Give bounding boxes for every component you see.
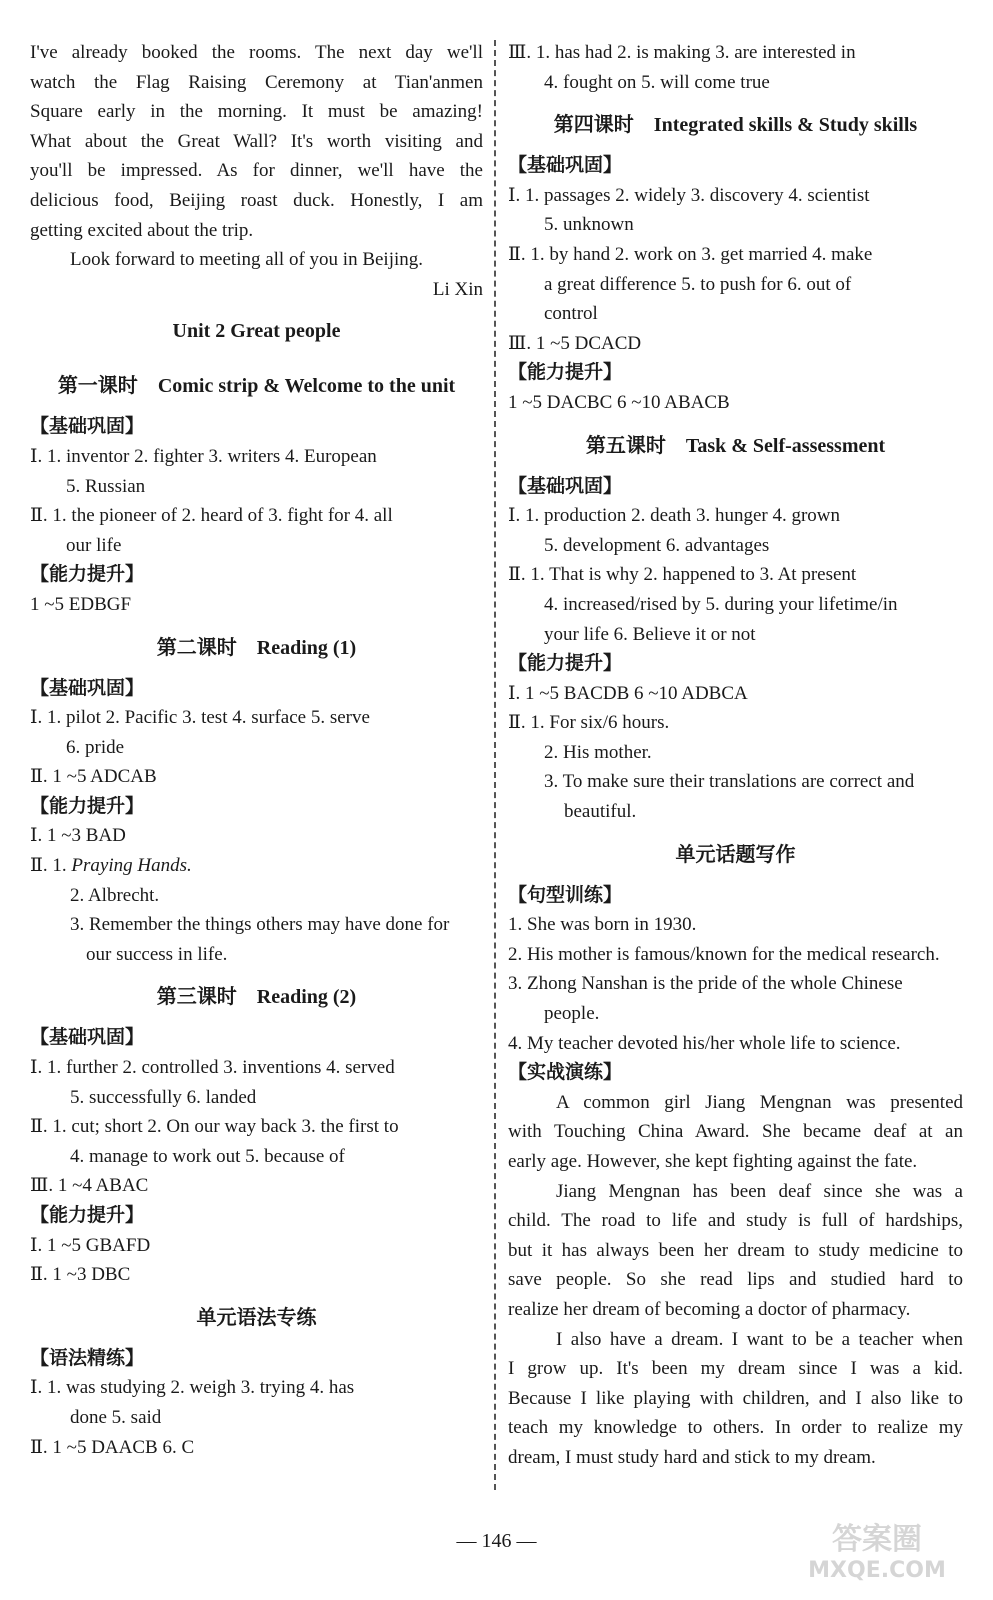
section-tag: 【基础巩固】	[508, 474, 623, 497]
letter-line: What about the Great Wall? It's worth visiting and	[30, 130, 483, 152]
unit-title: Unit 2 Great people	[172, 320, 341, 343]
lesson-4-en: Integrated skills & Study skills	[653, 114, 918, 137]
grammar-title: 单元语法专练	[196, 1304, 317, 1329]
answer-line	[30, 851, 483, 881]
answer-line: Ⅱ. 1. cut; short 2. On our way back 3. the first to	[30, 1116, 399, 1138]
letter-body	[30, 38, 483, 304]
lesson-5-en: Task & Self-assessment	[685, 434, 886, 457]
answer-line: 5. unknown	[544, 214, 634, 236]
lesson-1-heading	[30, 358, 483, 412]
lesson-1-cn: 第一课时	[57, 373, 138, 398]
answer-line: your life 6. Believe it or not	[544, 623, 756, 645]
answer-line: our success in life.	[86, 943, 228, 965]
section-tag: 【能力提升】	[30, 563, 145, 586]
answer-line: Ⅱ. 1 ~5 DAACB 6. C	[30, 1436, 195, 1458]
sample-essay	[508, 1088, 963, 1473]
right-column	[508, 38, 963, 1473]
left-column	[30, 38, 483, 1462]
answer-line: Ⅰ. 1. further 2. controlled 3. inventions 4. served	[30, 1057, 395, 1079]
answer-line: Ⅲ. 1 ~5 DCACD	[508, 332, 642, 354]
letter-signature: Li Xin	[432, 278, 483, 300]
answer-line: Ⅲ. 1. has had 2. is making 3. are interested in	[508, 42, 856, 63]
essay-line: Jiang Mengnan has been deaf since she was a	[556, 1180, 963, 1202]
answer-line: 2. His mother is famous/known for the medical research.	[508, 943, 940, 965]
answer-line: our life	[66, 534, 122, 556]
section-tag: 【基础巩固】	[30, 1026, 145, 1049]
section-tag: 【能力提升】	[30, 794, 145, 817]
answer-line: control	[544, 303, 598, 325]
essay-line: I also have a dream. I want to be a teacher when	[556, 1328, 963, 1350]
writing-title: 单元话题写作	[675, 841, 796, 866]
svg-text:MXQE.COM: MXQE.COM	[808, 1558, 946, 1583]
section-tag: 【实战演练】	[508, 1061, 623, 1084]
answer-line: people.	[544, 1003, 600, 1025]
answer-line: Ⅰ. 1 ~5 GBAFD	[30, 1234, 151, 1256]
answer-line: 6. pride	[66, 736, 125, 758]
answer-prefix: Ⅱ. 1.	[30, 855, 72, 877]
essay-line: early age. However, she kept fighting against the fate.	[508, 1151, 918, 1172]
answer-line: Ⅰ. 1. inventor 2. fighter 3. writers 4. European	[30, 445, 377, 467]
writing-heading	[508, 827, 963, 881]
answer-line: 5. Russian	[66, 475, 146, 497]
letter-closing: Look forward to meeting all of you in Beijing.	[70, 249, 424, 271]
essay-line: save people. So she read lips and studied hard to	[508, 1269, 963, 1291]
section-tag: 【能力提升】	[508, 361, 623, 384]
answer-line: 3. To make sure their translations are correct and	[544, 771, 915, 793]
lesson-4-cn: 第四课时	[553, 112, 634, 137]
lesson-2-heading	[30, 620, 483, 674]
lesson-3-heading	[30, 969, 483, 1023]
essay-line: Because I like playing with children, and I also like to	[508, 1387, 963, 1409]
answer-line: Ⅰ. 1. was studying 2. weigh 3. trying 4. has	[30, 1377, 355, 1399]
essay-line: dream, I must study hard and stick to my dream.	[508, 1446, 876, 1468]
answer-line: beautiful.	[564, 801, 637, 823]
lesson-4-heading	[508, 97, 963, 151]
answer-line: Ⅰ. 1 ~3 BAD	[30, 825, 126, 847]
lesson-5-heading	[508, 418, 963, 472]
page-number: — 146 —	[456, 1530, 537, 1552]
section-tag: 【基础巩固】	[30, 415, 145, 438]
answer-line: Ⅱ. 1. For six/6 hours.	[508, 712, 670, 734]
answer-line: Ⅰ. 1. pilot 2. Pacific 3. test 4. surface 5. serve	[30, 707, 370, 729]
answer-line: 1 ~5 DACBC 6 ~10 ABACB	[508, 391, 730, 413]
section-tag: 【语法精练】	[30, 1346, 145, 1369]
essay-line: teach my knowledge to others. In order to realize my	[508, 1417, 963, 1439]
answer-italic-title: Praying Hands.	[71, 855, 192, 877]
essay-line: I grow up. It's been my dream since I was a kid.	[508, 1358, 963, 1380]
letter-line: watch the Flag Raising Ceremony at Tian'anmen	[30, 71, 483, 93]
lesson-2-cn: 第二课时	[156, 634, 237, 659]
section-tag: 【能力提升】	[30, 1204, 145, 1226]
answer-line: 4. increased/rised by 5. during your lifetime/in	[544, 593, 898, 615]
answer-line: 4. My teacher devoted his/her whole life to science.	[508, 1032, 901, 1054]
answer-line: a great difference 5. to push for 6. out of	[544, 273, 852, 295]
lesson-3-en: Reading (2)	[256, 986, 357, 1009]
answer-line: Ⅱ. 1 ~3 DBC	[30, 1264, 131, 1286]
section-tag: 【句型训练】	[508, 883, 623, 906]
answer-line: 5. successfully 6. landed	[70, 1086, 257, 1108]
section-tag: 【基础巩固】	[508, 154, 623, 177]
grammar-heading	[30, 1290, 483, 1344]
answer-line: Ⅱ. 1. That is why 2. happened to 3. At present	[508, 564, 857, 586]
answer-line: Ⅱ. 1. the pioneer of 2. heard of 3. fight for 4. all	[30, 505, 393, 527]
letter-line: delicious food, Beijing roast duck. Honestly, I am	[30, 189, 483, 211]
section-tag: 【基础巩固】	[30, 676, 145, 699]
answer-line: Ⅱ. 1 ~5 ADCAB	[30, 766, 157, 788]
answer-line: 4. manage to work out 5. because of	[70, 1145, 345, 1167]
watermark-logo	[787, 1515, 967, 1585]
answer-line: Ⅰ. 1. passages 2. widely 3. discovery 4. scientist	[508, 184, 870, 206]
essay-line: realize her dream of becoming a doctor of pharmacy.	[508, 1298, 911, 1320]
answer-line: 3. Remember the things others may have done for	[70, 914, 450, 936]
answer-line: 5. development 6. advantages	[544, 534, 770, 556]
answer-line: 1 ~5 EDBGF	[30, 593, 132, 615]
lesson-2-en: Reading (1)	[256, 636, 357, 659]
letter-line: Square early in the morning. It must be amazing!	[30, 101, 483, 123]
essay-line: with Touching China Award. She became deaf at an	[508, 1121, 963, 1143]
answer-line: 4. fought on 5. will come true	[544, 71, 770, 93]
answer-line: 1. She was born in 1930.	[508, 914, 697, 936]
answer-line: 3. Zhong Nanshan is the pride of the whole Chinese	[508, 973, 903, 995]
letter-line: you'll be impressed. As for dinner, we'll have the	[30, 160, 483, 182]
lesson-3-cn: 第三课时	[156, 984, 237, 1009]
answer-line: 2. His mother.	[544, 741, 652, 763]
answer-line: Ⅰ. 1 ~5 BACDB 6 ~10 ADBCA	[508, 682, 748, 704]
answer-line: Ⅱ. 1. by hand 2. work on 3. get married 4. make	[508, 243, 873, 265]
answer-line: done 5. said	[70, 1406, 162, 1428]
essay-line: child. The road to life and study is full of hardships,	[508, 1210, 963, 1232]
letter-line: I've already booked the rooms. The next day we'll	[30, 42, 483, 63]
lesson-1-en: Comic strip & Welcome to the unit	[157, 375, 456, 398]
column-divider	[494, 40, 496, 1490]
svg-text:答案圈: 答案圈	[832, 1522, 922, 1557]
essay-line: but it has always been her dream to study medicine to	[508, 1239, 963, 1261]
answer-line: 2. Albrecht.	[70, 884, 160, 906]
essay-line: A common girl Jiang Mengnan was presented	[556, 1091, 963, 1113]
letter-line: getting excited about the trip.	[30, 219, 254, 241]
answer-line: Ⅲ. 1 ~4 ABAC	[30, 1175, 149, 1197]
section-tag: 【能力提升】	[508, 652, 623, 675]
lesson-5-cn: 第五课时	[585, 432, 666, 457]
answer-line: Ⅰ. 1. production 2. death 3. hunger 4. grown	[508, 505, 841, 527]
